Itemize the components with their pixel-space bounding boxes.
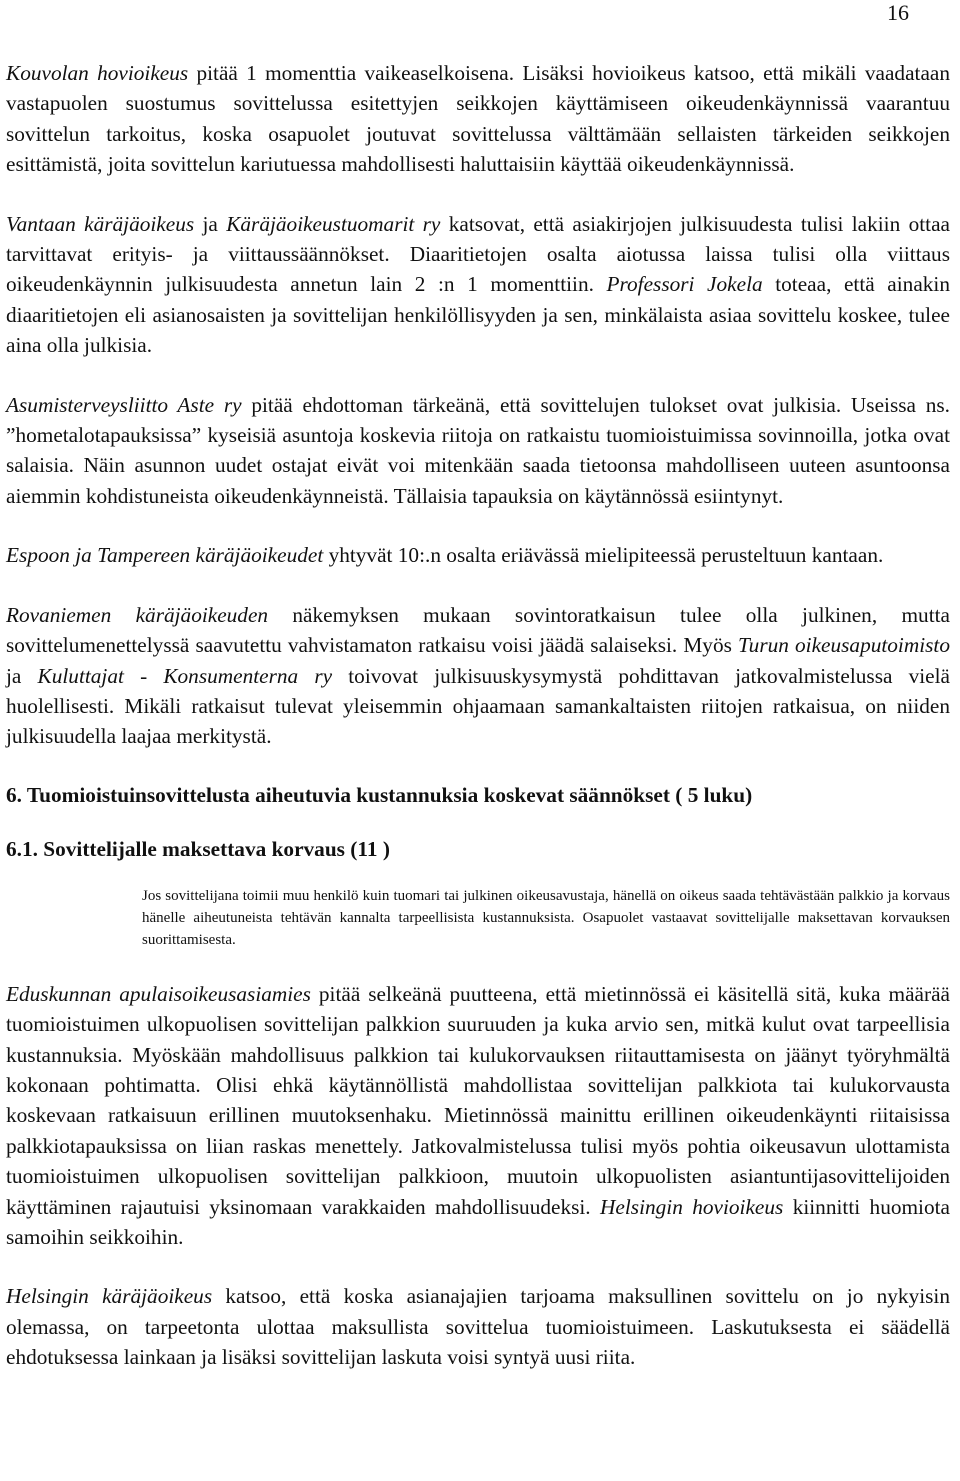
org-name: Rovaniemen käräjäoikeuden [6,602,269,627]
org-name: Helsingin käräjäoikeus [6,1284,213,1309]
paragraph-text: pitää selkeänä puutteena, että mietinnössä ei käsitellä sitä, kuka määrää tuomioistuimen ulkopuolisen sovittelijan palkkion suuruuden ja kuka arvio sen, mitkä kulut ovat tarpeellisia kustannuksia. Myöskään mahdollisuus palkkion tai kulukorvauksen riitauttamisesta on jäänyt työryhmältä kokonaan pohtimatta. Olisi ehkä käytännöllistä mahdollistaa sovittelijan palkkiota tai kulukorvausta koskevaan ratkaisuun erillinen muutoksenhaku. Mietinnössä mainittu erillinen oikeudenkäynti riitaisissa palkkiotapauksissa on liian raskas menettely. Jatkovalmistelussa tulisi myös pohtia oikeusavun ulottamista tuomioistuimen ulkopuolisen sovittelijan palkkioon, muutoin ulkopuolisten asiantuntijasovittelijoiden käyttäminen rajautuisi yksinomaan varakkaiden mahdollisuudeksi. [6,981,950,1219]
paragraph-rovaniemi [6,600,950,752]
law-quote: Jos sovittelijana toimii muu henkilö kuin tuomari tai julkinen oikeusavustaja, hänellä on oikeus saada tehtävästään palkkio ja korvaus hänelle aiheutuneista tehtävän kannalta tarpeellisista kustannuksista. Osapuolet vastaavat sovittelijalle maksettavan korvauksen suorittamisesta. [142,887,950,948]
page-number: 16 [887,0,909,25]
paragraph-text: pitää ehdottoman tärkeänä, että sovittelujen tulokset ovat julkisia. Useissa ns. ”hometalotapauksissa” kyseisiä asuntoja koskevia riitoja on ratkaistu tuomioistuimissa sovinnoilla, jotka ovat salaisia. Näin asunnon uudet ostajat eivät voi mitenkään saada tietoonsa mahdolliseen uuteen asuntoonsa aiemmin kohdistuneista oikeudenkäynneistä. Tällaisia tapauksia on käytännössä esiintynyt. [6,392,950,508]
org-name: Asumisterveysliitto Aste ry [6,392,242,417]
paragraph-helsinki [6,1281,950,1372]
org-name: Espoon ja Tampereen käräjäoikeudet [6,543,324,568]
paragraph-text: näkemyksen mukaan sovintoratkaisun tulee olla julkinen, mutta sovittelumenettelyssä saavutettu vahvistamaton ratkaisu voisi jäädä salaiseksi. Myös [6,602,950,658]
org-name: Käräjäoikeustuomarit ry [226,211,441,236]
paragraph-eduskunta [6,979,950,1253]
paragraph-aste [6,390,950,512]
person-name: Professori Jokela [606,272,763,297]
paragraph-text: yhtyvät 10:.n osalta eriävässä mielipiteessä perusteltuun kantaan. [323,543,884,568]
paragraph-espoo [6,540,950,570]
paragraph-kouvola [6,58,950,180]
paragraph-vantaa [6,209,950,361]
paragraph-text: toteaa, että ainakin diaaritietojen eli asianosaisten ja sovittelijan henkilöllisyyden ja sen, minkälaista asiaa sovittelu koskee, tulee aina olla julkisia. [6,272,950,358]
paragraph-text: katsovat, että asiakirjojen julkisuudesta tulisi lakiin ottaa tarvittavat erityis- ja viittaussäännökset. Diaaritietojen osalta aiotussa laissa tulisi olla viittaus oikeudenkäynnin julkisuudesta annetun lain 2 :n 1 momenttiin. [6,211,950,297]
section-heading-6: 6. Tuomioistuinsovittelusta aiheutuvia kustannuksia koskevat säännökset ( 5 luku) [6,782,753,807]
org-name: Kouvolan hovioikeus [6,61,189,85]
org-name: Turun oikeusaputoimisto [738,633,950,658]
org-name: Vantaan käräjäoikeus [6,211,195,236]
paragraph-text: pitää 1 momenttia vaikeaselkoisena. Lisäksi hovioikeus katsoo, että mikäli vaadataan vastapuolen suostumus sovittelussa esitettyjen seikkojen käyttämiseen oikeudenkäynnissä vaarantuu sovittelun tarkoitus, koska osapuolet joutuvat sovittelussa välttämään sellaisten tärkeiden seikkojen esittämistä, joita sovittelun kariutuessa mahdollisesti haluttaisiin käyttää oikeudenkäynnissä. [6,61,950,177]
paragraph-text: kiinnitti huomiota samoihin seikkoihin. [6,1194,950,1249]
org-name: Eduskunnan apulaisoikeusasiamies [6,981,311,1006]
paragraph-text: toivovat julkisuuskysymystä pohdittavan jatkovalmistelussa vielä huolellisesti. Mikäli ratkaisut tulevat yleisemmin ohjaamaan samankaltaisten riitojen ratkaisua, on niiden julkisuudella laajaa merkitystä. [6,663,950,749]
paragraph-text: katsoo, että koska asianajajien tarjoama maksullinen sovittelu on jo nykyisin olemassa, on tarpeetonta ulottaa maksullista sovittelua tuomioistuimeen. Laskutuksesta ei säädellä ehdotuksessa lainkaan ja lisäksi sovittelijan laskuta voisi syntyä uusi riita. [6,1284,950,1370]
section-heading-6-1: 6.1. Sovittelijalle maksettava korvaus (11 ) [6,836,390,861]
paragraph-text: ja [194,211,227,236]
org-name: Kuluttajat - Konsumenterna ry [37,663,333,688]
paragraph-text: ja [6,663,38,688]
document-body [6,58,950,1402]
org-name: Helsingin hovioikeus [600,1194,784,1219]
